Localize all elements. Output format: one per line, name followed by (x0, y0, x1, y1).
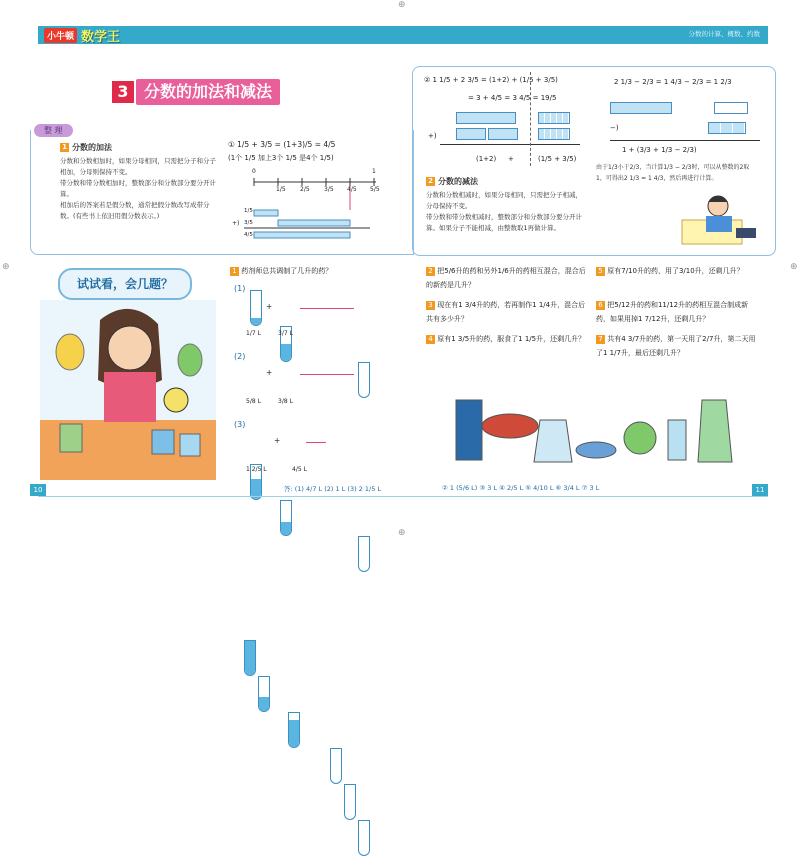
q1-item-2-right: 3/8 L (278, 398, 293, 405)
nl-label-5: 5/5 (370, 186, 380, 193)
example-3-line-2: 1 + (3/3 + 1/3 − 2/3) (622, 146, 697, 154)
tube-2b (280, 500, 292, 536)
question-3 (426, 298, 586, 326)
q1-answer: 答: (1) 4/7 L (2) 1 L (3) 2 1/5 L (284, 485, 382, 493)
q1-item-2-label: (2) (234, 352, 246, 361)
heading-text: 分数的加法 (72, 143, 112, 152)
question-5 (596, 264, 756, 278)
example-1-note: (1个 1/5 加上3个 1/5 是4个 1/5) (228, 154, 334, 162)
addition-para-2: 带分数和带分数相加时，整数部分和分数部分要分开计算。 (60, 179, 216, 198)
bar-label-3: 4/5 (244, 232, 253, 238)
crop-mark-left: ⊕ (2, 262, 10, 272)
bar-4-fifths (254, 232, 350, 238)
tube-3c (288, 712, 300, 748)
tube-1c (358, 362, 370, 398)
q5-text: 原有7/10升的药，用了3/10升，还剩几升？ (607, 267, 744, 275)
bar-label-1: 1/5 (244, 208, 253, 214)
example-1: ① 1/5 + 3/5 = (1+3)/5 = 4/5 (228, 140, 336, 149)
try-title: 试试看，会几题？ (58, 268, 192, 300)
tube-3e (344, 784, 356, 820)
bar-3-fifths (278, 220, 350, 226)
q1-item-1-left: 1/7 L (246, 330, 261, 337)
heading-number: 1 (60, 143, 69, 152)
arrow-3 (306, 442, 326, 443)
boy-hair (708, 196, 728, 202)
plus-3: + (274, 436, 281, 445)
sum-line-3 (610, 140, 760, 141)
ex3-block-3 (708, 122, 746, 134)
jar-2 (152, 430, 174, 454)
question-2 (426, 264, 586, 292)
addition-para-3: 相加后的答案若是假分数，通常把假分数改写成带分数。(有些书上依旧用假分数表示。) (60, 201, 210, 220)
dress (104, 372, 156, 422)
bar-1-fifth (254, 210, 278, 216)
pharmacist-illustration (40, 300, 216, 480)
beaker-blue (576, 442, 616, 458)
minus-sign: −) (610, 124, 619, 132)
q5-number: 5 (596, 267, 605, 276)
section-number: 3 (112, 81, 134, 103)
q2-text: 把5/6升的药和另外1/6升的药相互混合，混合后的新药是几升？ (426, 267, 586, 289)
face (108, 326, 152, 370)
ex2-label-a: (1+2) (476, 155, 497, 163)
arrow-2 (300, 374, 354, 375)
tube-2c (358, 536, 370, 572)
subtraction-rules (426, 190, 586, 234)
explanation-bubble: 由于1/3小于2/3，当计算1/3 − 2/3时，可以从整数的2取1，可得出2 1/3 = 1 4/3，然后再进行计算。 (596, 164, 750, 182)
crop-mark-bottom: ⊕ (398, 528, 406, 538)
ex2-plus: + (508, 155, 514, 163)
nl-label-1: 1/5 (276, 186, 286, 193)
nl-label-3: 3/5 (324, 186, 334, 193)
plus-2: + (266, 368, 273, 377)
sum-line-2 (440, 144, 580, 145)
fraction-block-1 (538, 112, 570, 124)
pencil-case (736, 228, 756, 238)
nl-label-0: 0 (252, 168, 256, 175)
plus-sign: +) (232, 220, 240, 227)
q1-item-1-label: (1) (234, 284, 246, 293)
boy-illustration (680, 190, 762, 246)
nl-label-4: 4/5 (347, 186, 357, 193)
cylinder (668, 420, 686, 460)
section-title: 分数的加法和减法 (136, 79, 280, 105)
flask-green (178, 344, 202, 376)
nl-label-end: 1 (372, 168, 376, 175)
series-title: 分数的计算、概数、约数 (688, 30, 760, 38)
heading-text-2: 分数的减法 (438, 177, 478, 186)
example-2-line-2: = 3 + 4/5 = 3 4/5 = 19/5 (468, 94, 557, 102)
fraction-block-2 (538, 128, 570, 140)
bottle-blue (456, 400, 482, 460)
nl-label-2: 2/5 (300, 186, 310, 193)
ex2-label-b: (1/5 + 3/5) (538, 155, 577, 163)
subtraction-para-2: 带分数和带分数相减时，整数部分和分数部分要分开计算。如果分子不能相减，由整数取1再做计算。 (426, 213, 582, 232)
flask-clear (534, 420, 572, 462)
q3-number: 3 (426, 301, 435, 310)
question-4 (426, 332, 586, 346)
page-number-left: 10 (30, 484, 46, 496)
addition-rules (60, 156, 220, 222)
q3-text: 现在有1 3/4升的药，若再制作1 1/4升，混合后共有多少升？ (426, 301, 586, 323)
bar-label-2: 3/5 (244, 220, 253, 226)
dish-red (482, 414, 538, 438)
bottom-line (38, 496, 768, 497)
ex3-block-2 (714, 102, 748, 114)
pharmacist-art (40, 300, 216, 480)
q7-number: 7 (596, 335, 605, 344)
whole-block-1 (456, 112, 516, 124)
question-7 (596, 332, 756, 360)
crop-mark-top: ⊕ (398, 0, 406, 10)
plus-1: + (266, 302, 273, 311)
flask-round-green (624, 422, 656, 454)
crop-mark-right: ⊕ (790, 262, 798, 272)
bunny (164, 388, 188, 412)
glassware-illustration (440, 380, 750, 472)
q7-text: 共有4 3/7升的药，第一天用了2/7升，第二天用了1 1/7升，最后还剩几升？ (596, 335, 756, 357)
q1-item-3-right: 4/5 L (292, 466, 307, 473)
divider-dashed (530, 72, 532, 166)
heading-addition (60, 142, 112, 153)
page-number-right: 11 (752, 484, 768, 496)
question-1 (230, 264, 332, 278)
arrow-1 (300, 308, 354, 309)
addition-para-1: 分数和分数相加时，如果分母相同，只需把分子和分子相加，分母则保持不变。 (60, 157, 216, 176)
jar-3 (180, 434, 200, 456)
whole-block-3 (488, 128, 518, 140)
number-line-diagram (240, 166, 380, 246)
tube-3d (330, 748, 342, 784)
logo-badge: 小牛顿 (44, 28, 77, 43)
tube-1a (250, 290, 262, 326)
q1-item-3-label: (3) (234, 420, 246, 429)
q1-number: 1 (230, 267, 239, 276)
q6-number: 6 (596, 301, 605, 310)
sorting-label: 整 理 (34, 124, 73, 137)
question-6 (596, 298, 756, 326)
plus-sign-2: +) (428, 132, 437, 140)
subtraction-para-1: 分数和分数相减时，如果分母相同，只需把分子相减，分母保持不变。 (426, 191, 582, 210)
whole-block-2 (456, 128, 486, 140)
heading-number-2: 2 (426, 177, 435, 186)
example-3-line-1: 2 1/3 − 2/3 = 1 4/3 − 2/3 = 1 2/3 (614, 78, 732, 86)
boy-shirt (706, 216, 732, 232)
q2-number: 2 (426, 267, 435, 276)
q1-item-1-right: 3/7 L (278, 330, 293, 337)
q6-text: 把5/12升的药和11/12升的药相互混合制成新药，如果用掉1 7/12升，还剩几升？ (596, 301, 749, 323)
flask-tall (698, 400, 732, 462)
tube-3a (244, 640, 256, 676)
logo (38, 26, 126, 44)
logo-text: 数学王 (81, 29, 121, 45)
q1-item-2-left: 5/8 L (246, 398, 261, 405)
header-bar (38, 26, 768, 44)
heading-subtraction (426, 176, 478, 187)
tube-3b (258, 676, 270, 712)
q1-item-3-left: 1 2/5 L (246, 466, 267, 473)
q1-text: 药剂师总共调制了几升的药？ (241, 267, 333, 275)
tube-3f (358, 820, 370, 856)
flask-yellow (56, 334, 84, 370)
answers-row: ② 1 (5/6 L) ③ 3 L ④ 2/5 L ⑤ 4/10 L ⑥ 3/4 L ⑦ 3 L (442, 484, 600, 492)
ex3-block-1 (610, 102, 672, 114)
q4-number: 4 (426, 335, 435, 344)
example-2-line-1: ② 1 1/5 + 2 3/5 = (1+2) + (1/5 + 3/5) (424, 76, 558, 84)
jar-1 (60, 424, 82, 452)
q4-text: 原有1 3/5升的药，服食了1 1/5升，还剩几升？ (437, 335, 586, 343)
